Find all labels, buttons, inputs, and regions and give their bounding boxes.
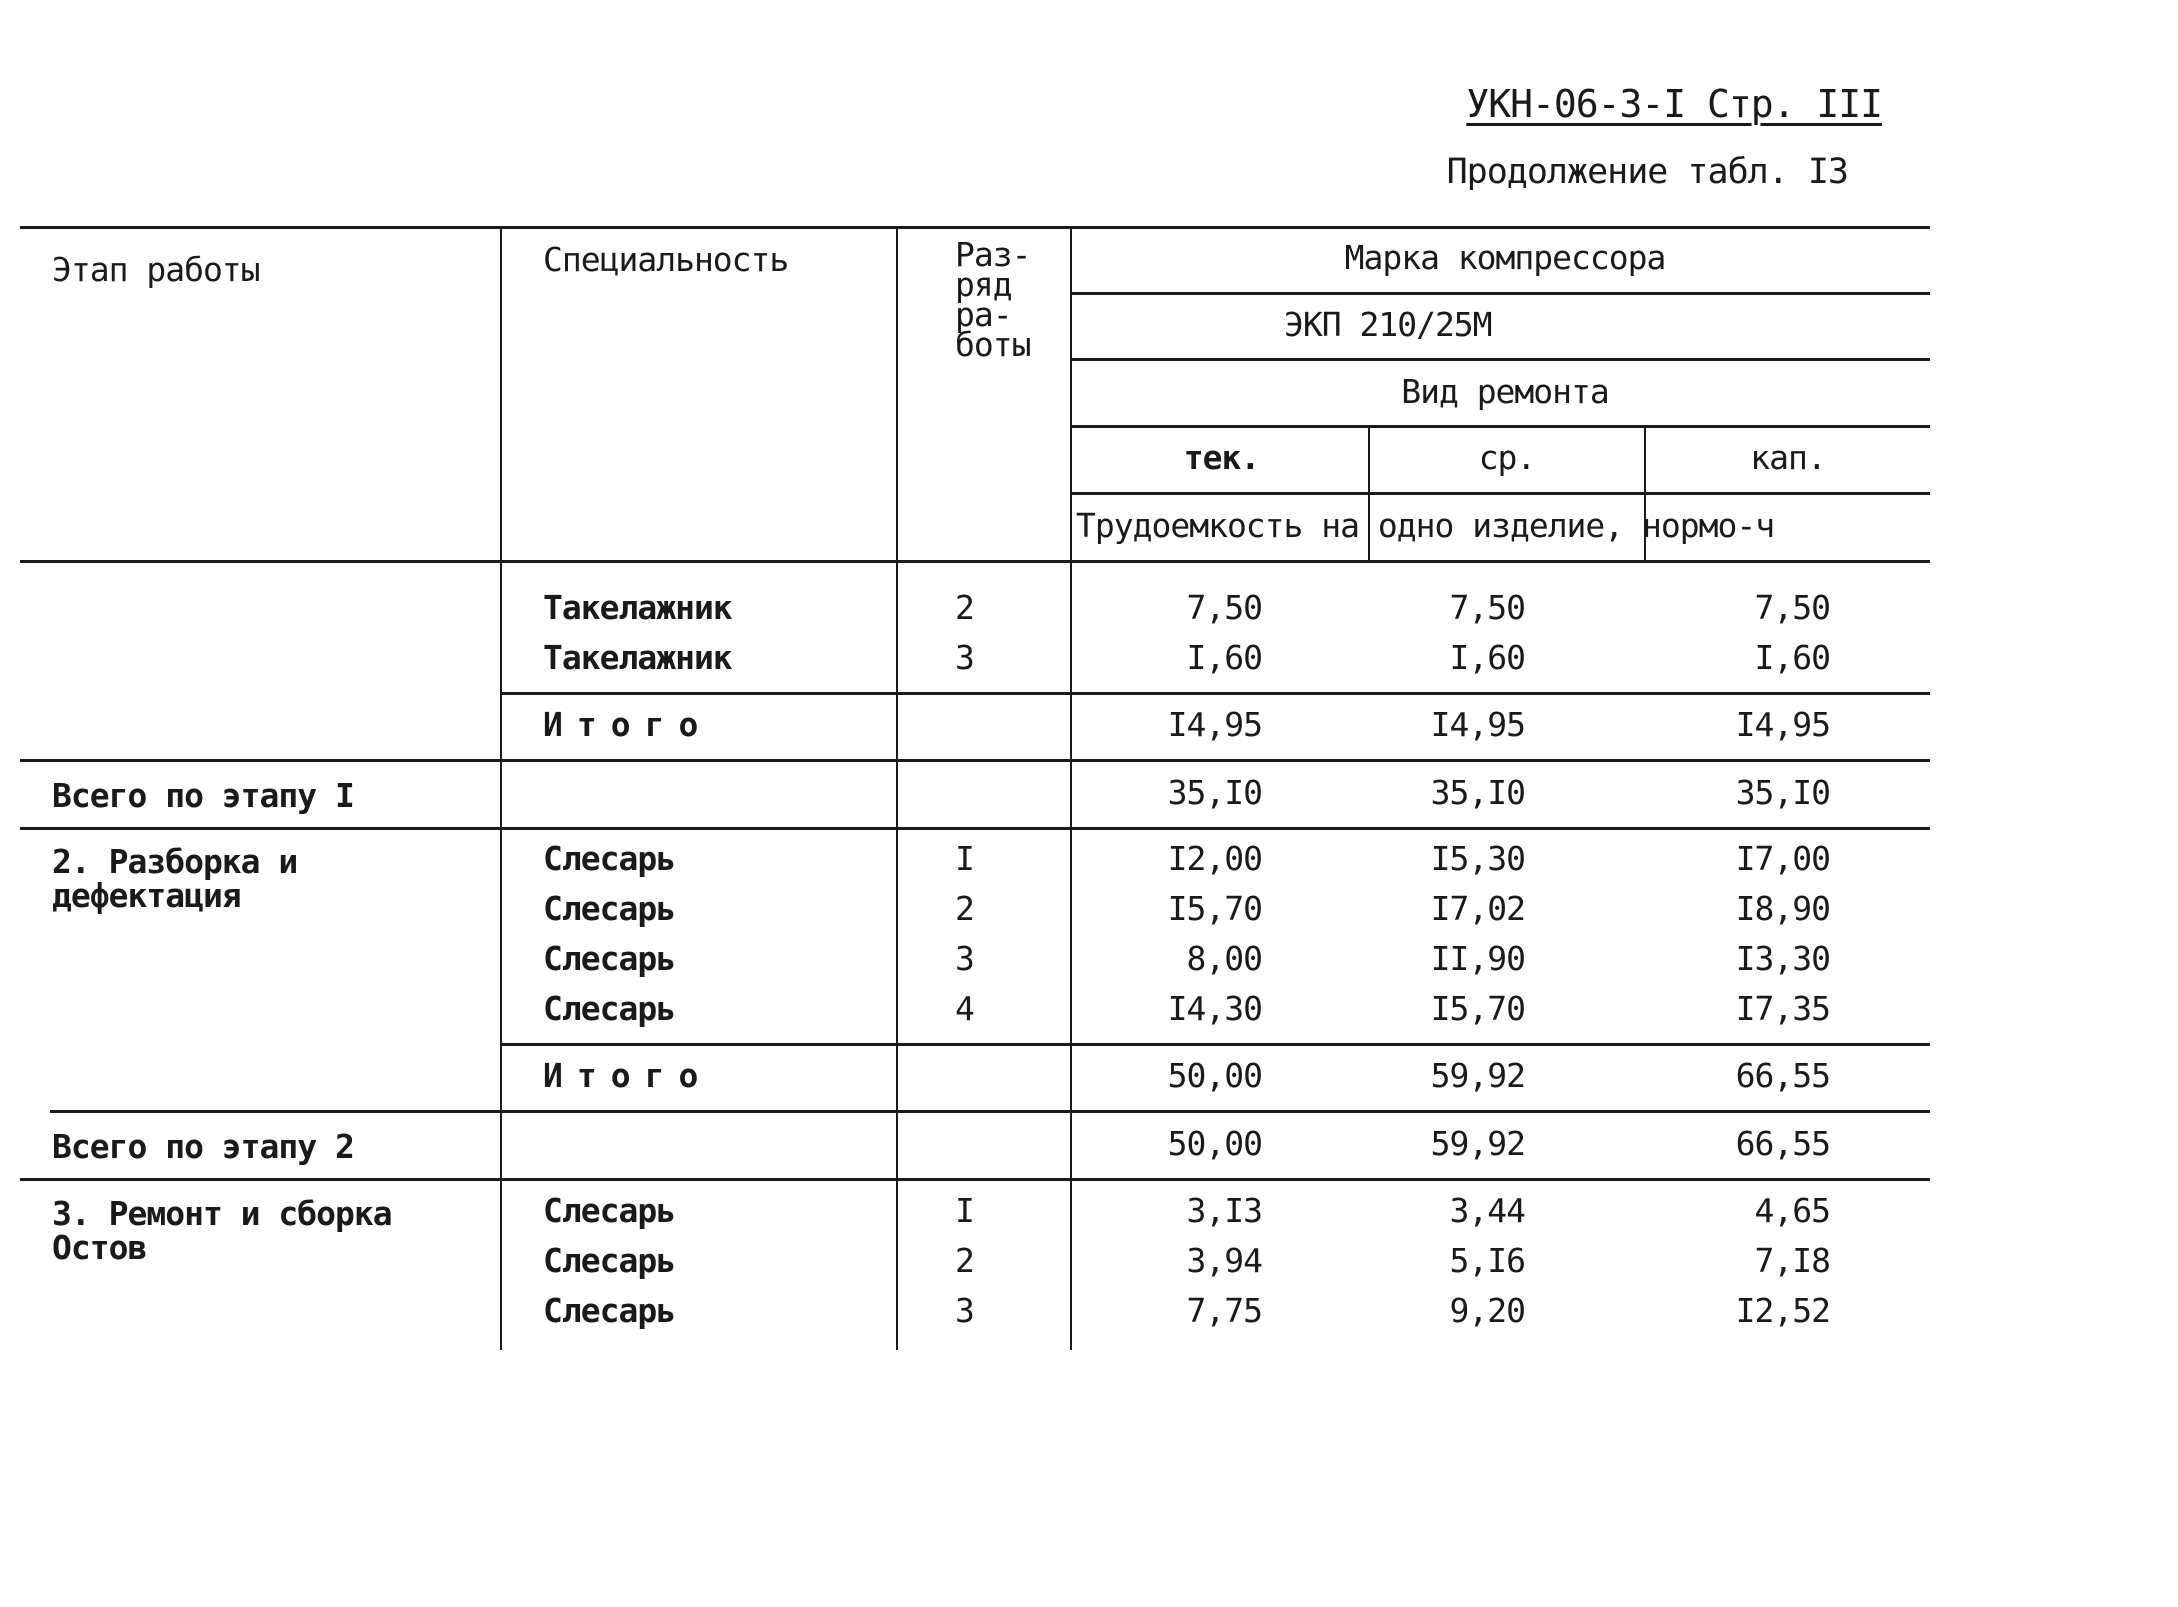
row-grade: 4	[955, 989, 974, 1028]
header-brand: ЭКП 210/25М	[1284, 305, 1492, 344]
vline-specialty-grade	[896, 226, 898, 1350]
table-top-rule	[20, 226, 1930, 229]
row-value-kap: I2,52	[1735, 1291, 1830, 1330]
row-grade: I	[955, 1191, 974, 1230]
row-value-tek: I5,70	[1167, 889, 1262, 928]
row-value-tek: I2,00	[1167, 839, 1262, 878]
header-type-kap: кап.	[1750, 438, 1826, 477]
header-type-sr: ср.	[1478, 438, 1536, 477]
header-rule-types	[1070, 492, 1930, 495]
row-separator	[50, 1110, 1930, 1113]
row-grade: 3	[955, 939, 974, 978]
table-caption: Продолжение табл. I3	[1446, 152, 1848, 192]
row-specialty: Слесарь	[543, 1241, 676, 1280]
row-specialty: Такелажник	[543, 638, 732, 677]
row-specialty: Такелажник	[543, 588, 732, 627]
row-value-sr: I5,70	[1430, 989, 1525, 1028]
row-specialty: Итого	[543, 1056, 713, 1095]
row-separator	[20, 1178, 1930, 1181]
header-grade: Раз-ряд ра-боты	[955, 235, 1031, 364]
row-stage: 3. Ремонт и сборка Остов	[52, 1194, 392, 1267]
row-specialty: Итого	[543, 705, 713, 744]
row-value-tek: 7,75	[1186, 1291, 1262, 1330]
row-value-kap: 7,I8	[1754, 1241, 1830, 1280]
row-separator	[500, 1043, 1930, 1046]
header-rule-repair-type	[1070, 425, 1930, 428]
row-stage: 2. Разборка и дефектация	[52, 842, 298, 915]
row-grade: 2	[955, 1241, 974, 1280]
row-specialty: Слесарь	[543, 939, 676, 978]
document-code: УКН-06-3-I Стр. III	[1466, 82, 1882, 126]
row-value-sr: II,90	[1430, 939, 1525, 978]
row-value-sr: 3,44	[1449, 1191, 1525, 1230]
row-value-tek: I,60	[1186, 638, 1262, 677]
row-specialty: Слесарь	[543, 839, 676, 878]
row-value-sr: I,60	[1449, 638, 1525, 677]
header-specialty: Специальность	[543, 240, 789, 279]
row-value-kap: 4,65	[1754, 1191, 1830, 1230]
row-value-sr: 9,20	[1449, 1291, 1525, 1330]
row-value-kap: I4,95	[1735, 705, 1830, 744]
vline-grade-values	[1070, 226, 1072, 1350]
row-value-tek: 50,00	[1167, 1124, 1262, 1163]
row-value-kap: I8,90	[1735, 889, 1830, 928]
row-separator	[20, 827, 1930, 830]
row-value-tek: I4,30	[1167, 989, 1262, 1028]
header-stage: Этап работы	[52, 250, 260, 289]
header-rule-brand	[1070, 292, 1930, 295]
row-value-kap: 66,55	[1735, 1124, 1830, 1163]
row-value-kap: 7,50	[1754, 588, 1830, 627]
row-stage: Всего по этапу I	[52, 776, 354, 815]
row-grade: 2	[955, 889, 974, 928]
row-specialty: Слесарь	[543, 989, 676, 1028]
row-value-sr: 59,92	[1430, 1124, 1525, 1163]
row-grade: 2	[955, 588, 974, 627]
row-value-sr: 7,50	[1449, 588, 1525, 627]
row-value-tek: 3,I3	[1186, 1191, 1262, 1230]
row-specialty: Слесарь	[543, 1291, 676, 1330]
row-value-kap: I7,35	[1735, 989, 1830, 1028]
row-value-kap: I,60	[1754, 638, 1830, 677]
header-type-tek: тек.	[1183, 438, 1260, 477]
row-grade: 3	[955, 638, 974, 677]
row-value-tek: 3,94	[1186, 1241, 1262, 1280]
row-value-sr: 5,I6	[1449, 1241, 1525, 1280]
row-value-tek: 35,I0	[1167, 773, 1262, 812]
row-specialty: Слесарь	[543, 889, 676, 928]
row-value-kap: I3,30	[1735, 939, 1830, 978]
row-value-kap: I7,00	[1735, 839, 1830, 878]
row-separator	[500, 692, 1930, 695]
row-value-kap: 66,55	[1735, 1056, 1830, 1095]
row-stage: Всего по этапу 2	[52, 1127, 354, 1166]
row-specialty: Слесарь	[543, 1191, 676, 1230]
row-value-sr: I7,02	[1430, 889, 1525, 928]
row-separator	[20, 759, 1930, 762]
row-value-kap: 35,I0	[1735, 773, 1830, 812]
row-value-sr: 35,I0	[1430, 773, 1525, 812]
row-value-tek: 50,00	[1167, 1056, 1262, 1095]
row-value-tek: 8,00	[1186, 939, 1262, 978]
header-labor-caption: Трудоемкость на одно изделие, нормо-ч	[1076, 506, 1775, 545]
header-repair-type: Вид ремонта	[1401, 372, 1609, 411]
row-value-sr: 59,92	[1430, 1056, 1525, 1095]
header-brand-group: Марка компрессора	[1344, 238, 1666, 277]
row-value-tek: I4,95	[1167, 705, 1262, 744]
row-grade: I	[955, 839, 974, 878]
row-value-tek: 7,50	[1186, 588, 1262, 627]
header-rule-model	[1070, 358, 1930, 361]
row-value-sr: I4,95	[1430, 705, 1525, 744]
row-value-sr: I5,30	[1430, 839, 1525, 878]
header-bottom-rule	[20, 560, 1930, 563]
row-grade: 3	[955, 1291, 974, 1330]
vline-stage-specialty	[500, 226, 502, 1350]
